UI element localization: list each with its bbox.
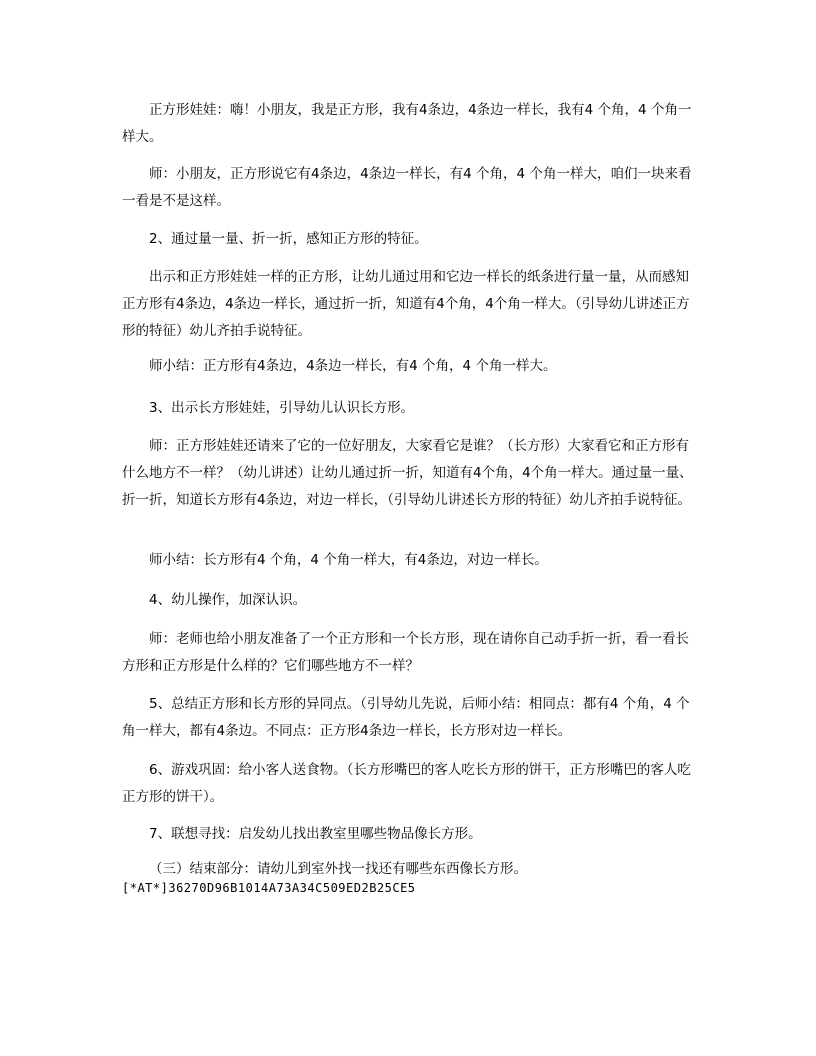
paragraph-step-7: 7、联想寻找：启发幼儿找出教室里哪些物品像长方形。 <box>149 826 482 842</box>
paragraph-step-4: 4、幼儿操作，加深认识。 <box>149 592 307 608</box>
paragraph-teacher-square: 师：小朋友，正方形说它有4条边，4条边一样长，有4 个角，4 个角一样大，咱们一块来看一看是不是这样。 <box>122 166 692 209</box>
document-id-code: [*AT*]36270D96B1014A73A34C509ED2B25CE5 <box>122 881 416 895</box>
paragraph-step-6: 6、游戏巩固：给小客人送食物。（长方形嘴巴的客人吃长方形的饼干，正方形嘴巴的客人吃正方形的饼干）。 <box>122 762 691 805</box>
paragraph-teacher-summary-square: 师小结：正方形有4条边，4条边一样长，有4 个角，4 个角一样大。 <box>149 358 557 374</box>
paragraph-ending: （三）结束部分：请幼儿到室外找一找还有哪些东西像长方形。 <box>149 861 527 877</box>
paragraph-show-square: 出示和正方形娃娃一样的正方形，让幼儿通过用和它边一样长的纸条进行量一量，从而感知正方形有4条边，4条边一样长，通过折一折，知道有4个角，4个角一样大。（引导幼儿讲述正方形的特征）幼儿齐拍手说特征。 <box>122 269 690 339</box>
paragraph-step-3: 3、出示长方形娃娃，引导幼儿认识长方形。 <box>149 400 415 416</box>
paragraph-teacher-summary-rectangle: 师小结：长方形有4 个角，4 个角一样大，有4条边，对边一样长。 <box>149 552 548 568</box>
paragraph-square-doll-intro: 正方形娃娃：嗨！小朋友，我是正方形，我有4条边，4条边一样长，我有4 个角，4 个角一样大。 <box>122 102 692 145</box>
paragraph-step-2: 2、通过量一量、折一折，感知正方形的特征。 <box>149 231 428 247</box>
paragraph-teacher-rectangle: 师：正方形娃娃还请来了它的一位好朋友，大家看它是谁？（长方形）大家看它和正方形有什么地方不一样？（幼儿讲述）让幼儿通过折一折，知道有4个角，4个角一样大。通过量一量、折一折，知道长方形有4条边，对边一样长，（引导幼儿讲述长方形的特征）幼儿齐拍手说特征。 <box>122 438 693 508</box>
paragraph-step-5: 5、总结正方形和长方形的异同点。（引导幼儿先说，后师小结：相同点：都有4 个角，4 个角一样大，都有4条边。不同点：正方形4条边一样长，长方形对边一样长。 <box>122 696 690 739</box>
paragraph-teacher-operation: 师：老师也给小朋友准备了一个正方形和一个长方形，现在请你自己动手折一折，看一看长方形和正方形是什么样的？它们哪些地方不一样？ <box>122 631 689 674</box>
